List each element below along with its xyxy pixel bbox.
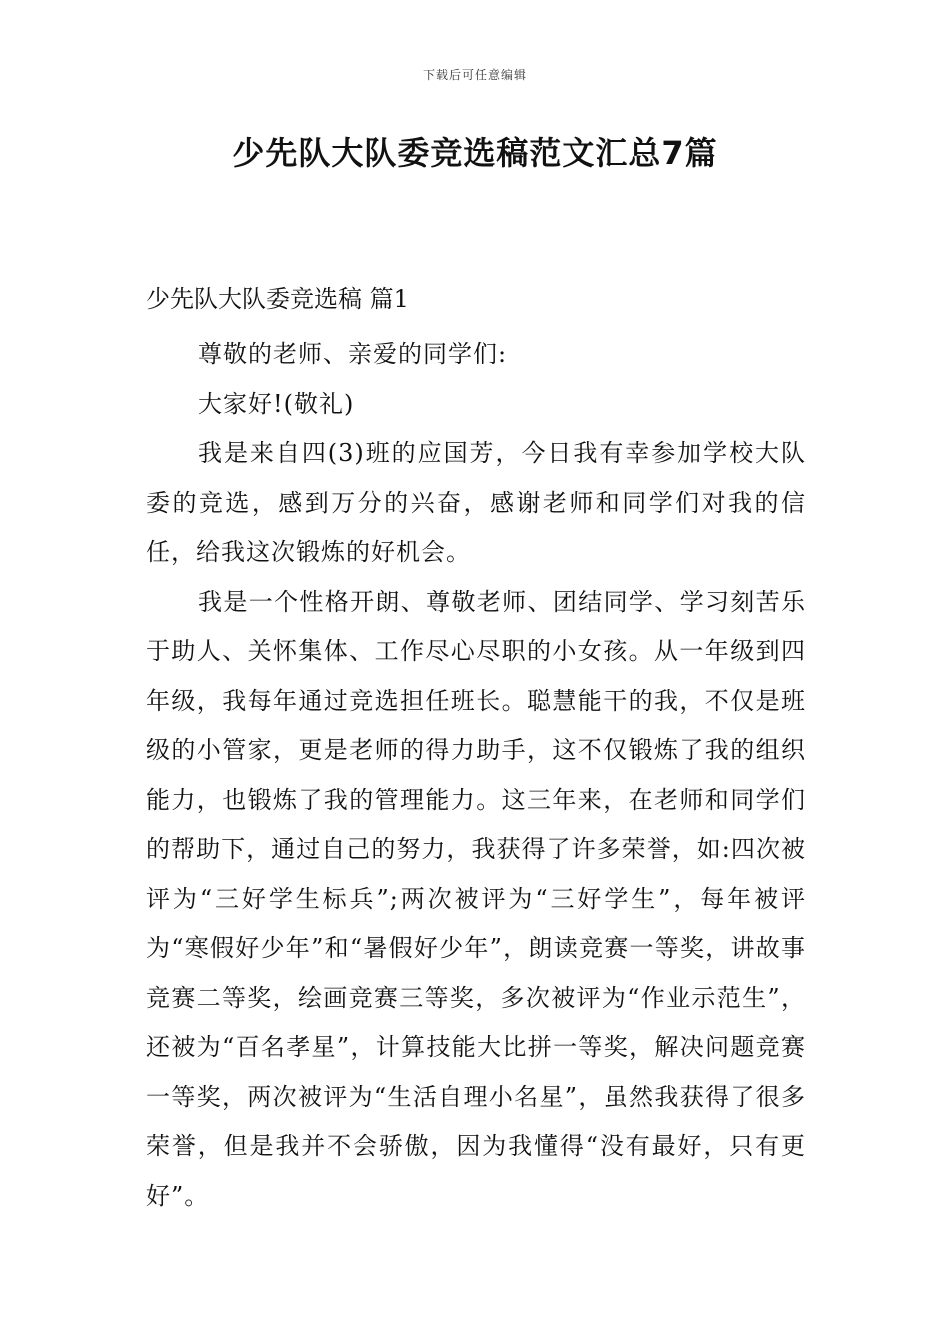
document-body (146, 280, 806, 1221)
section-heading: 少先队大队委竞选稿 篇1 (146, 285, 409, 313)
greeting-paragraph: 大家好!(敬礼) (198, 389, 355, 418)
paragraph-group (146, 330, 806, 1221)
salutation-paragraph: 尊敬的老师、亲爱的同学们: (198, 340, 508, 368)
document-title: 少先队大队委竞选稿范文汇总7篇 (232, 134, 718, 172)
header-note: 下载后可任意编辑 (422, 68, 527, 82)
body-paragraph: 我是一个性格开朗、尊敬老师、团结同学、学习刻苦乐于助人、关怀集体、工作尽心尽职的小女孩。从一年级到四年级，我每年通过竞选担任班长。聪慧能干的我，不仅是班级的小管家，更是老师的得力助手，这不仅锻炼了我的组织能力，也锻炼了我的管理能力。这三年来，在老师和同学们的帮助下，通过自己的努力，我获得了许多荣誉，如:四次被评为“三好学生标兵”;两次被评为“三好学生”，每年被评为“寒假好少年”和“暑假好少年”，朗读竞赛一等奖，讲故事竞赛二等奖，绘画竞赛三等奖，多次被评为“作业示范生”，还被为“百名孝星”，计算技能大比拼一等奖，解决问题竞赛一等奖，两次被评为“生活自理小名星”，虽然我获得了很多荣誉，但是我并不会骄傲，因为我懂得“没有最好，只有更好”。 (146, 587, 806, 1210)
body-paragraph: 我是来自四(3)班的应国芳，今日我有幸参加学校大队委的竞选，感到万分的兴奋，感谢老师和同学们对我的信任，给我这次锻炼的好机会。 (146, 439, 806, 566)
